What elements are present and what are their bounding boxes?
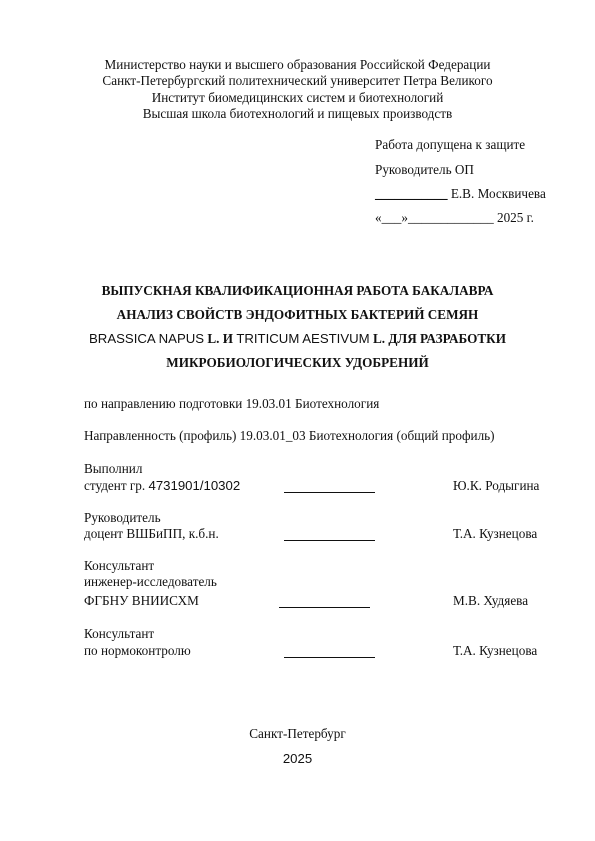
approval-name: Е.В. Москвичева (450, 186, 546, 201)
signer-name: Т.А. Кузнецова (453, 526, 538, 541)
signer-position: по нормоконтролю (84, 643, 191, 658)
signer-name: Т.А. Кузнецова (453, 643, 538, 658)
thesis-topic-line3: МИКРОБИОЛОГИЧЕСКИХ УДОБРЕНИЙ (166, 355, 429, 370)
thesis-type: ВЫПУСКНАЯ КВАЛИФИКАЦИОННАЯ РАБОТА БАКАЛАВРА (101, 283, 494, 298)
approval-date: «___»_____________ 2025 г. (375, 210, 534, 225)
ministry-line: Министерство науки и высшего образования Российской Федерации (104, 57, 491, 72)
signer-role: Консультант (84, 558, 155, 573)
footer-year: 2025 (282, 751, 313, 766)
direction-line: по направлению подготовки 19.03.01 Биотехнология (84, 396, 380, 411)
approval-head: Руководитель ОП (375, 162, 474, 177)
title-connector: L. И (204, 331, 237, 346)
species-triticum: TRITICUM AESTIVUM (236, 331, 370, 346)
signer-role: Консультант (84, 626, 155, 641)
thesis-topic-line2 (0, 331, 595, 347)
university-line: Санкт-Петербургский политехнический университет Петра Великого (102, 73, 493, 89)
title-continuation: L. ДЛЯ РАЗРАБОТКИ (369, 331, 506, 346)
signature-line (284, 492, 375, 493)
signature-line (279, 607, 370, 608)
thesis-topic-line1: АНАЛИЗ СВОЙСТВ ЭНДОФИТНЫХ БАКТЕРИЙ СЕМЯН (116, 307, 479, 322)
group-number: 4731901/10302 (148, 478, 241, 493)
institute-line: Институт биомедицинских систем и биотехнологий (151, 89, 444, 105)
signature-line (284, 540, 375, 541)
signer-organization: ФГБНУ ВНИИСХМ (84, 593, 199, 608)
species-brassica: BRASSICA NAPUS (89, 331, 205, 346)
signer-name: Ю.К. Родыгина (453, 478, 540, 493)
profile-line: Направленность (профиль) 19.03.01_03 Биотехнология (общий профиль) (84, 428, 495, 443)
approval-signature-blank: ___________ (375, 186, 448, 201)
signer-name: М.В. Худяева (453, 593, 529, 608)
signer-group-label: студент гр. (84, 478, 149, 493)
signer-position: доцент ВШБиПП, к.б.н. (84, 526, 219, 541)
approval-text: Работа допущена к защите (375, 137, 526, 152)
school-line: Высшая школа биотехнологий и пищевых производств (142, 106, 453, 122)
signature-line (284, 657, 375, 658)
signer-role: Выполнил (84, 461, 143, 476)
approval-signature (375, 186, 546, 202)
signer-role: Руководитель (84, 510, 161, 525)
footer-city: Санкт-Петербург (249, 726, 346, 741)
signer-position: инженер-исследователь (84, 574, 217, 589)
institution-header (0, 57, 595, 123)
signer-position (84, 478, 240, 494)
